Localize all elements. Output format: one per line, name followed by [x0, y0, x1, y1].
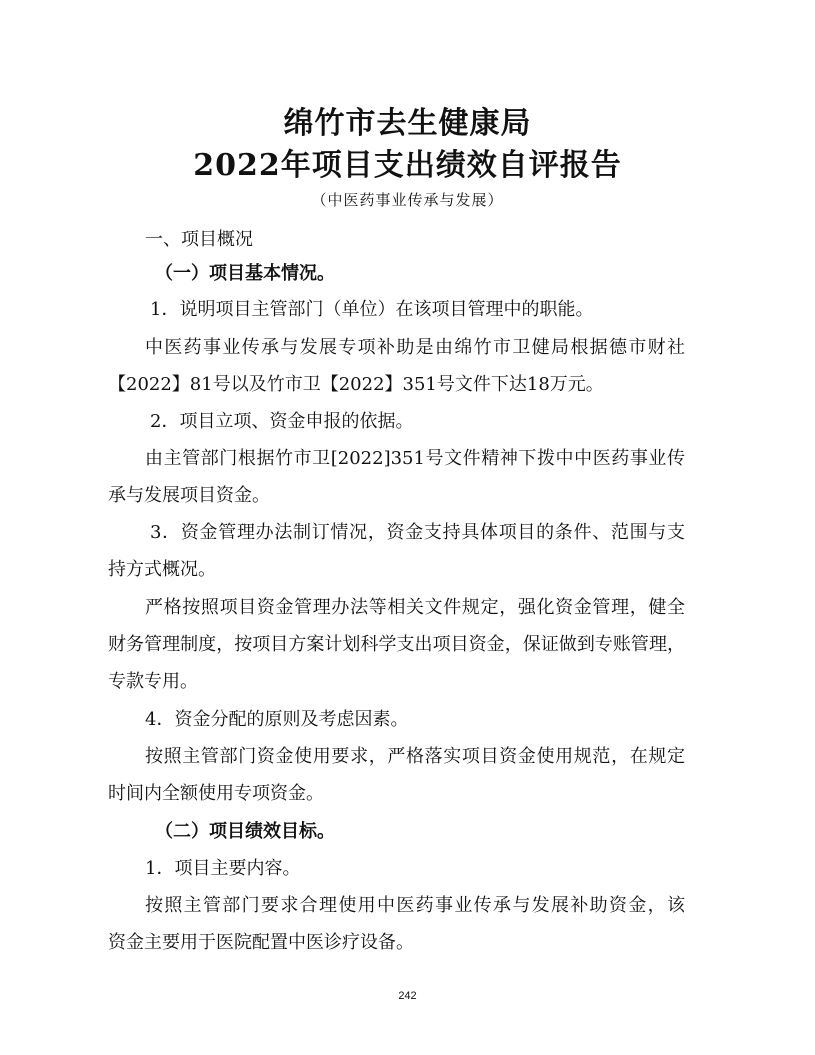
paragraph-1-line-1: 中医药事业传承与发展专项补助是由绵竹市卫健局根据德市财社 — [145, 337, 685, 358]
item-heading-1: 1．说明项目主管部门（单位）在该项目管理中的职能。 — [150, 299, 594, 320]
paragraph-2-line-2: 承与发展项目资金。 — [108, 485, 270, 506]
paragraph-3-line-1: 严格按照项目资金管理办法等相关文件规定，强化资金管理，健全 — [145, 597, 685, 618]
item-heading-3-line-1: 3．资金管理办法制订情况，资金支持具体项目的条件、范围与支 — [150, 522, 685, 543]
report-title-line-2: 2022年项目支出绩效自评报告 — [193, 148, 622, 183]
subsection-heading-performance-goals: （二）项目绩效目标。 — [155, 821, 335, 842]
report-subtitle: （中医药事业传承与发展） — [311, 191, 504, 209]
subsection-heading-basic-info: （一）项目基本情况。 — [155, 263, 335, 284]
item-heading-5: 1．项目主要内容。 — [145, 858, 301, 879]
paragraph-1-line-2: 【2022】81号以及竹市卫【2022】351号文件下达18万元。 — [108, 374, 604, 395]
paragraph-5-line-2: 资金主要用于医院配置中医诊疗设备。 — [108, 932, 414, 953]
paragraph-3-line-3: 专款专用。 — [108, 671, 198, 692]
paragraph-2-line-1: 由主管部门根据竹市卫[2022]351号文件精神下拨中中医药事业传 — [145, 448, 685, 469]
item-heading-3-line-2: 持方式概况。 — [108, 559, 216, 580]
page-number: 242 — [398, 990, 417, 1002]
section-heading-overview: 一、项目概况 — [145, 229, 253, 250]
paragraph-4-line-1: 按照主管部门资金使用要求，严格落实项目资金使用规范，在规定 — [145, 746, 685, 767]
report-title-line-1: 绵竹市去生健康局 — [283, 106, 532, 141]
paragraph-4-line-2: 时间内全额使用专项资金。 — [108, 783, 324, 804]
paragraph-5-line-1: 按照主管部门要求合理使用中医药事业传承与发展补助资金，该 — [145, 895, 685, 916]
item-heading-2: 2．项目立项、资金申报的依据。 — [150, 411, 414, 432]
paragraph-3-line-2: 财务管理制度，按项目方案计划科学支出项目资金，保证做到专账管理， — [108, 634, 685, 655]
item-heading-4: 4．资金分配的原则及考虑因素。 — [145, 709, 409, 730]
